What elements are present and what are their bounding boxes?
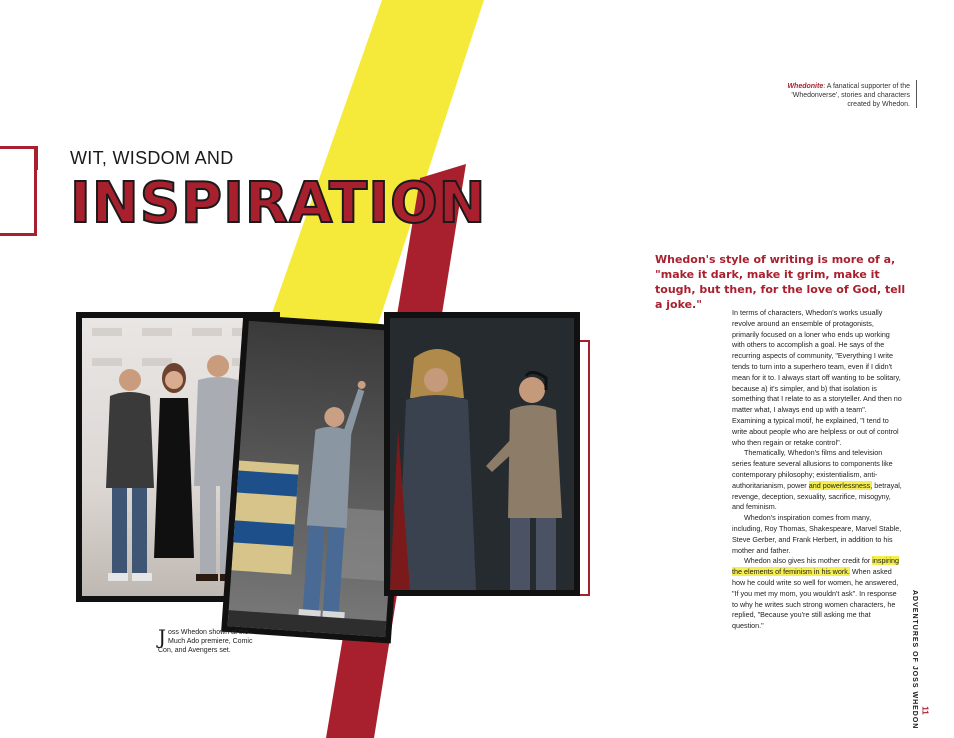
page-number: 11: [920, 706, 930, 715]
bracket-outline: [0, 146, 37, 236]
sidebar-definition: [770, 82, 910, 109]
body-paragraph-3: Whedon's inspiration comes from many, including, Roy Thomas, Shakespeare, Marvel Stable, Steve Gerber, and Frank Herbert, in addition to his mother and father.: [732, 513, 902, 555]
body-paragraph-1: In terms of characters, Whedon's works usually revolve around an ensemble of protagonists, primarily focused on a loner who ends up working with others to accomplish a goal. He says of the recurring aspects of community, "Everything I write tends to turn into a superhero team, even if I didn't mean for it to. I always start off wanting to be solitary, because a) it's simpler, and b) that isolation is something that I relate to as a storyteller. And then no matter what, I always end up with a team". Examining a typical motif, he explained, "I tend to write about people who are helpless or out of control who then regain or retake control".: [732, 308, 902, 447]
headline-title: INSPIRATION: [70, 171, 487, 236]
highlight-feminism: inspiring the elements of feminism in his work.: [732, 556, 900, 577]
highlight-powerlessness: and powerlessness,: [808, 480, 873, 490]
caption-text: oss Whedon shown at the Much Ado premiere, Comic Con, and Avengers set.: [158, 629, 253, 654]
body-paragraph-2-end: betrayal, revenge, deception, sexuality, sacrifice, misogyny, and feminism.: [732, 480, 902, 512]
photo-caption: [158, 625, 258, 655]
caption-dropcap: J: [158, 625, 167, 649]
sidebar-rule: [916, 80, 917, 108]
avengers-set-photo: [384, 312, 580, 596]
avengers-set-scene: [390, 318, 574, 590]
body-paragraph-2: [732, 448, 902, 513]
comic-con-scene: [228, 321, 407, 637]
body-paragraph-4-start: Whedon also gives his mother credit for: [744, 556, 873, 566]
pull-quote: Whedon's style of writing is more of a, "make it dark, make it grim, make it tough, but then, for the love of God, tell a joke.": [655, 253, 906, 311]
body-paragraph-4-end: When asked how he could write so well for women, he answered, "If you met my mom, you wouldn't ask". In response to why he writes such strong women characters, he replied, "Because you're still asking me that question.": [732, 567, 899, 631]
body-paragraph-2-start: Thematically, Whedon's films and television series feature several allusions to components like contemporary philosophy; existentialism, anti-authoritarianism, power: [732, 448, 893, 490]
running-title: ADVENTURES OF JOSS WHEDON: [911, 590, 918, 730]
sidebar-term: Whedonite: [787, 83, 824, 90]
body-text: [732, 308, 902, 632]
headline-kicker: WIT, WISDOM AND: [70, 148, 234, 168]
body-paragraph-4: [732, 556, 902, 632]
sidebar-definition-text: : A fanatical supporter of the 'Whedonverse', stories and characters created by Whedon.: [791, 83, 910, 108]
